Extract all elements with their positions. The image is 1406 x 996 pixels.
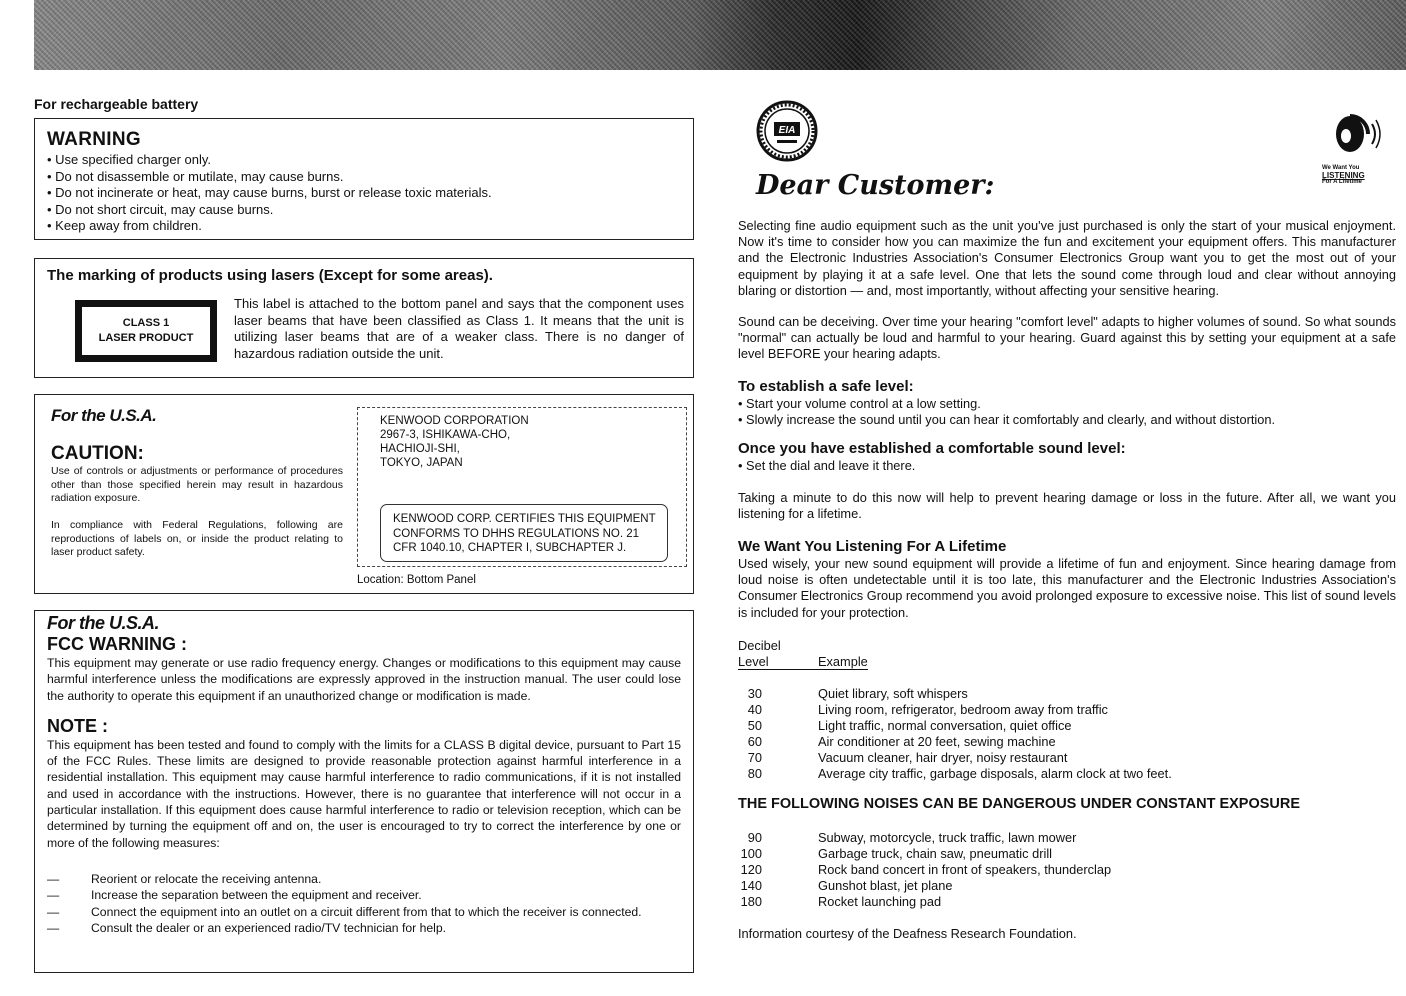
kenwood-address bbox=[380, 414, 529, 470]
col-level: Level bbox=[738, 654, 818, 670]
example-text: Garbage truck, chain saw, pneumatic drill bbox=[818, 846, 1053, 861]
lifetime-paragraph: Used wisely, your new sound equipment will provide a lifetime of fun and enjoyment. Since hearing damage from loud noise is often undetectable until it is too late, this manufacturer and the Electronic Industries Association's Consumer Electronics Group recommend you avoid prolonged exposure to excessive noise. This list of sound levels is included for your protection. bbox=[738, 556, 1396, 620]
intro-paragraph: Selecting fine audio equipment such as the unit you've just purchased is only the start of your musical enjoyment. Now it's time to consider how you can maximize the fun and excitement your equipment offers. This manufacturer and the Electronic Industries Association's Consumer Electronics Group want you to get the most out of your equipment by playing it at a safe level. One that lets the sound come through loud and clear without annoying blaring or distortion — and, most importantly, without affecting your sensitive hearing. bbox=[738, 218, 1396, 298]
address-line: TOKYO, JAPAN bbox=[380, 457, 463, 469]
list-item: — Increase the separation between the equipment and receiver. bbox=[47, 887, 681, 904]
list-item: — Consult the dealer or an experienced radio/TV technician for help. bbox=[47, 920, 681, 937]
greeting-heading: Dear Customer: bbox=[756, 170, 995, 201]
table-row bbox=[738, 830, 1111, 846]
example-text: Air conditioner at 20 feet, sewing machine bbox=[818, 734, 1056, 749]
list-item: • Slowly increase the sound until you can hear it comfortably and clearly, and without distortion. bbox=[738, 412, 1275, 428]
battery-section-title: For rechargeable battery bbox=[34, 96, 199, 112]
table-row bbox=[738, 718, 1172, 734]
danger-heading: THE FOLLOWING NOISES CAN BE DANGEROUS UNDER CONSTANT EXPOSURE bbox=[738, 796, 1301, 812]
table-row bbox=[738, 862, 1111, 878]
svg-text:EIA: EIA bbox=[778, 125, 796, 136]
table-row bbox=[738, 734, 1172, 750]
listening-for-a-lifetime-logo bbox=[1322, 108, 1382, 184]
establish-list bbox=[738, 396, 1275, 428]
certification-line: KENWOOD CORP. CERTIFIES THIS EQUIPMENT bbox=[393, 513, 656, 525]
example-text: Vacuum cleaner, hair dryer, noisy restaurant bbox=[818, 750, 1068, 765]
logo-text: LISTENING bbox=[1322, 171, 1365, 180]
list-item: • Keep away from children. bbox=[47, 218, 681, 235]
list-item: • Do not disassemble or mutilate, may cause burns. bbox=[47, 169, 681, 186]
compliance-text: In compliance with Federal Regulations, following are reproductions of labels on, or inside the product relating to laser product safety. bbox=[51, 519, 343, 558]
db-value: 120 bbox=[740, 862, 762, 877]
scanned-header-strip bbox=[34, 0, 1406, 70]
example-text: Quiet library, soft whispers bbox=[818, 686, 968, 701]
address-line: HACHIOJI-SHI, bbox=[380, 443, 460, 455]
laser-marking-box bbox=[34, 258, 694, 378]
list-item: — Connect the equipment into an outlet on a circuit different from that to which the receiver is connected. bbox=[47, 904, 681, 921]
col-decibel: Decibel bbox=[738, 638, 781, 653]
certification-line: CONFORMS TO DHHS REGULATIONS NO. 21 bbox=[393, 527, 640, 540]
warning-heading: WARNING bbox=[47, 129, 141, 150]
note-text: This equipment has been tested and found to comply with the limits for a CLASS B digital device, pursuant to Part 15 of the FCC Rules. These limits are designed to provide reasonable protection against harmful interference in a residential installation. This equipment may cause harmful interference to radio communications, if it is not installed and used in accordance with the instructions. However, there is no guarantee that interference will not occur in a particular installation. If this equipment does cause harmful interference to radio or television reception, which can be determined by turning the equipment off and on, the user is encouraged to try to correct the interference by one or more of the following measures: bbox=[47, 737, 681, 850]
table-row bbox=[738, 894, 1111, 910]
taking-paragraph: Taking a minute to do this now will help to prevent hearing damage or loss in the future. After all, we want you listening for a lifetime. bbox=[738, 490, 1396, 522]
db-value: 100 bbox=[740, 846, 762, 861]
list-item: • Set the dial and leave it there. bbox=[738, 458, 915, 474]
label-line: CLASS 1 bbox=[122, 317, 170, 329]
example-text: Living room, refrigerator, bedroom away from traffic bbox=[818, 702, 1108, 717]
caution-text: Use of controls or adjustments or performance of procedures other than those specified herein may result in hazardous radiation exposure. bbox=[51, 465, 343, 504]
db-value: 90 bbox=[747, 830, 762, 845]
logo-text: We Want You bbox=[1322, 165, 1360, 171]
list-item: — Reorient or relocate the receiving antenna. bbox=[47, 871, 681, 888]
table-row bbox=[738, 766, 1172, 782]
certification-label bbox=[380, 504, 668, 562]
example-text: Average city traffic, garbage disposals, alarm clock at two feet. bbox=[818, 766, 1172, 781]
usa-heading: For the U.S.A. bbox=[51, 406, 157, 425]
example-text: Gunshot blast, jet plane bbox=[818, 878, 953, 893]
table-row bbox=[738, 686, 1172, 702]
list-item: • Start your volume control at a low setting. bbox=[738, 396, 1275, 412]
table-row bbox=[738, 846, 1111, 862]
address-line: 2967-3, ISHIKAWA-CHO, bbox=[380, 429, 511, 441]
laser-section-title: The marking of products using lasers (Except for some areas). bbox=[47, 267, 493, 284]
once-heading: Once you have established a comfortable sound level: bbox=[738, 440, 1126, 457]
fcc-warning-text: This equipment may generate or use radio frequency energy. Changes or modifications to this equipment may cause harmful interference unless the modifications are expressly approved in the instruction manual. The user could lose the authority to operate this equipment if an unauthorized change or modification is made. bbox=[47, 656, 681, 703]
db-value: 180 bbox=[740, 894, 762, 909]
courtesy-note: Information courtesy of the Deafness Research Foundation. bbox=[738, 926, 1077, 941]
laser-description: This label is attached to the bottom panel and says that the component uses laser beams that have been classified as Class 1. It means that the unit is utilizing laser beams that are of a weaker class. There is no danger of hazardous radiation outside the unit. bbox=[234, 296, 684, 361]
example-text: Light traffic, normal conversation, quiet office bbox=[818, 718, 1072, 733]
list-item: • Use specified charger only. bbox=[47, 152, 681, 169]
label-location: Location: Bottom Panel bbox=[357, 574, 476, 586]
battery-warning-list bbox=[47, 152, 681, 235]
db-value: 80 bbox=[747, 766, 762, 781]
fcc-usa-heading: For the U.S.A. bbox=[47, 613, 160, 633]
db-value: 50 bbox=[747, 718, 762, 733]
fcc-warning-box bbox=[34, 610, 694, 973]
address-line: KENWOOD CORPORATION bbox=[380, 415, 529, 427]
col-example: Example bbox=[818, 654, 868, 669]
measures-list bbox=[47, 871, 681, 937]
table-row bbox=[738, 878, 1111, 894]
fcc-warning-heading: FCC WARNING : bbox=[47, 634, 187, 654]
class1-laser-label bbox=[75, 300, 217, 362]
list-item: • Do not incinerate or heat, may cause burns, burst or release toxic materials. bbox=[47, 185, 681, 202]
danger-level-table bbox=[738, 830, 1111, 910]
battery-warning-box bbox=[34, 118, 694, 240]
db-value: 60 bbox=[747, 734, 762, 749]
list-item: • Do not short circuit, may cause burns. bbox=[47, 202, 681, 219]
label-reproduction-area bbox=[357, 407, 687, 567]
eia-seal-icon bbox=[756, 100, 818, 162]
label-line: LASER PRODUCT bbox=[98, 332, 194, 344]
db-value: 30 bbox=[747, 686, 762, 701]
db-value: 70 bbox=[747, 750, 762, 765]
establish-heading: To establish a safe level: bbox=[738, 378, 914, 395]
sound-level-table bbox=[738, 686, 1172, 782]
usa-caution-box bbox=[34, 394, 694, 594]
example-text: Subway, motorcycle, truck traffic, lawn mower bbox=[818, 830, 1077, 845]
once-list bbox=[738, 458, 915, 474]
lifetime-heading: We Want You Listening For A Lifetime bbox=[738, 538, 1007, 555]
note-heading: NOTE : bbox=[47, 715, 108, 736]
caution-heading: CAUTION: bbox=[51, 443, 144, 464]
table-row bbox=[738, 750, 1172, 766]
logo-text: For A Lifetime bbox=[1322, 179, 1362, 185]
example-text: Rocket launching pad bbox=[818, 894, 942, 909]
db-value: 40 bbox=[747, 702, 762, 717]
db-value: 140 bbox=[740, 878, 762, 893]
comfort-paragraph: Sound can be deceiving. Over time your hearing "comfort level" adapts to higher volumes of sound. So what sounds "normal" can actually be loud and harmful to your hearing. Guard against this by setting your equipment at a safe level BEFORE your hearing adapts. bbox=[738, 314, 1396, 362]
certification-line: CFR 1040.10, CHAPTER I, SUBCHAPTER J. bbox=[393, 542, 627, 554]
table-row bbox=[738, 702, 1172, 718]
example-text: Rock band concert in front of speakers, thunderclap bbox=[818, 862, 1112, 877]
